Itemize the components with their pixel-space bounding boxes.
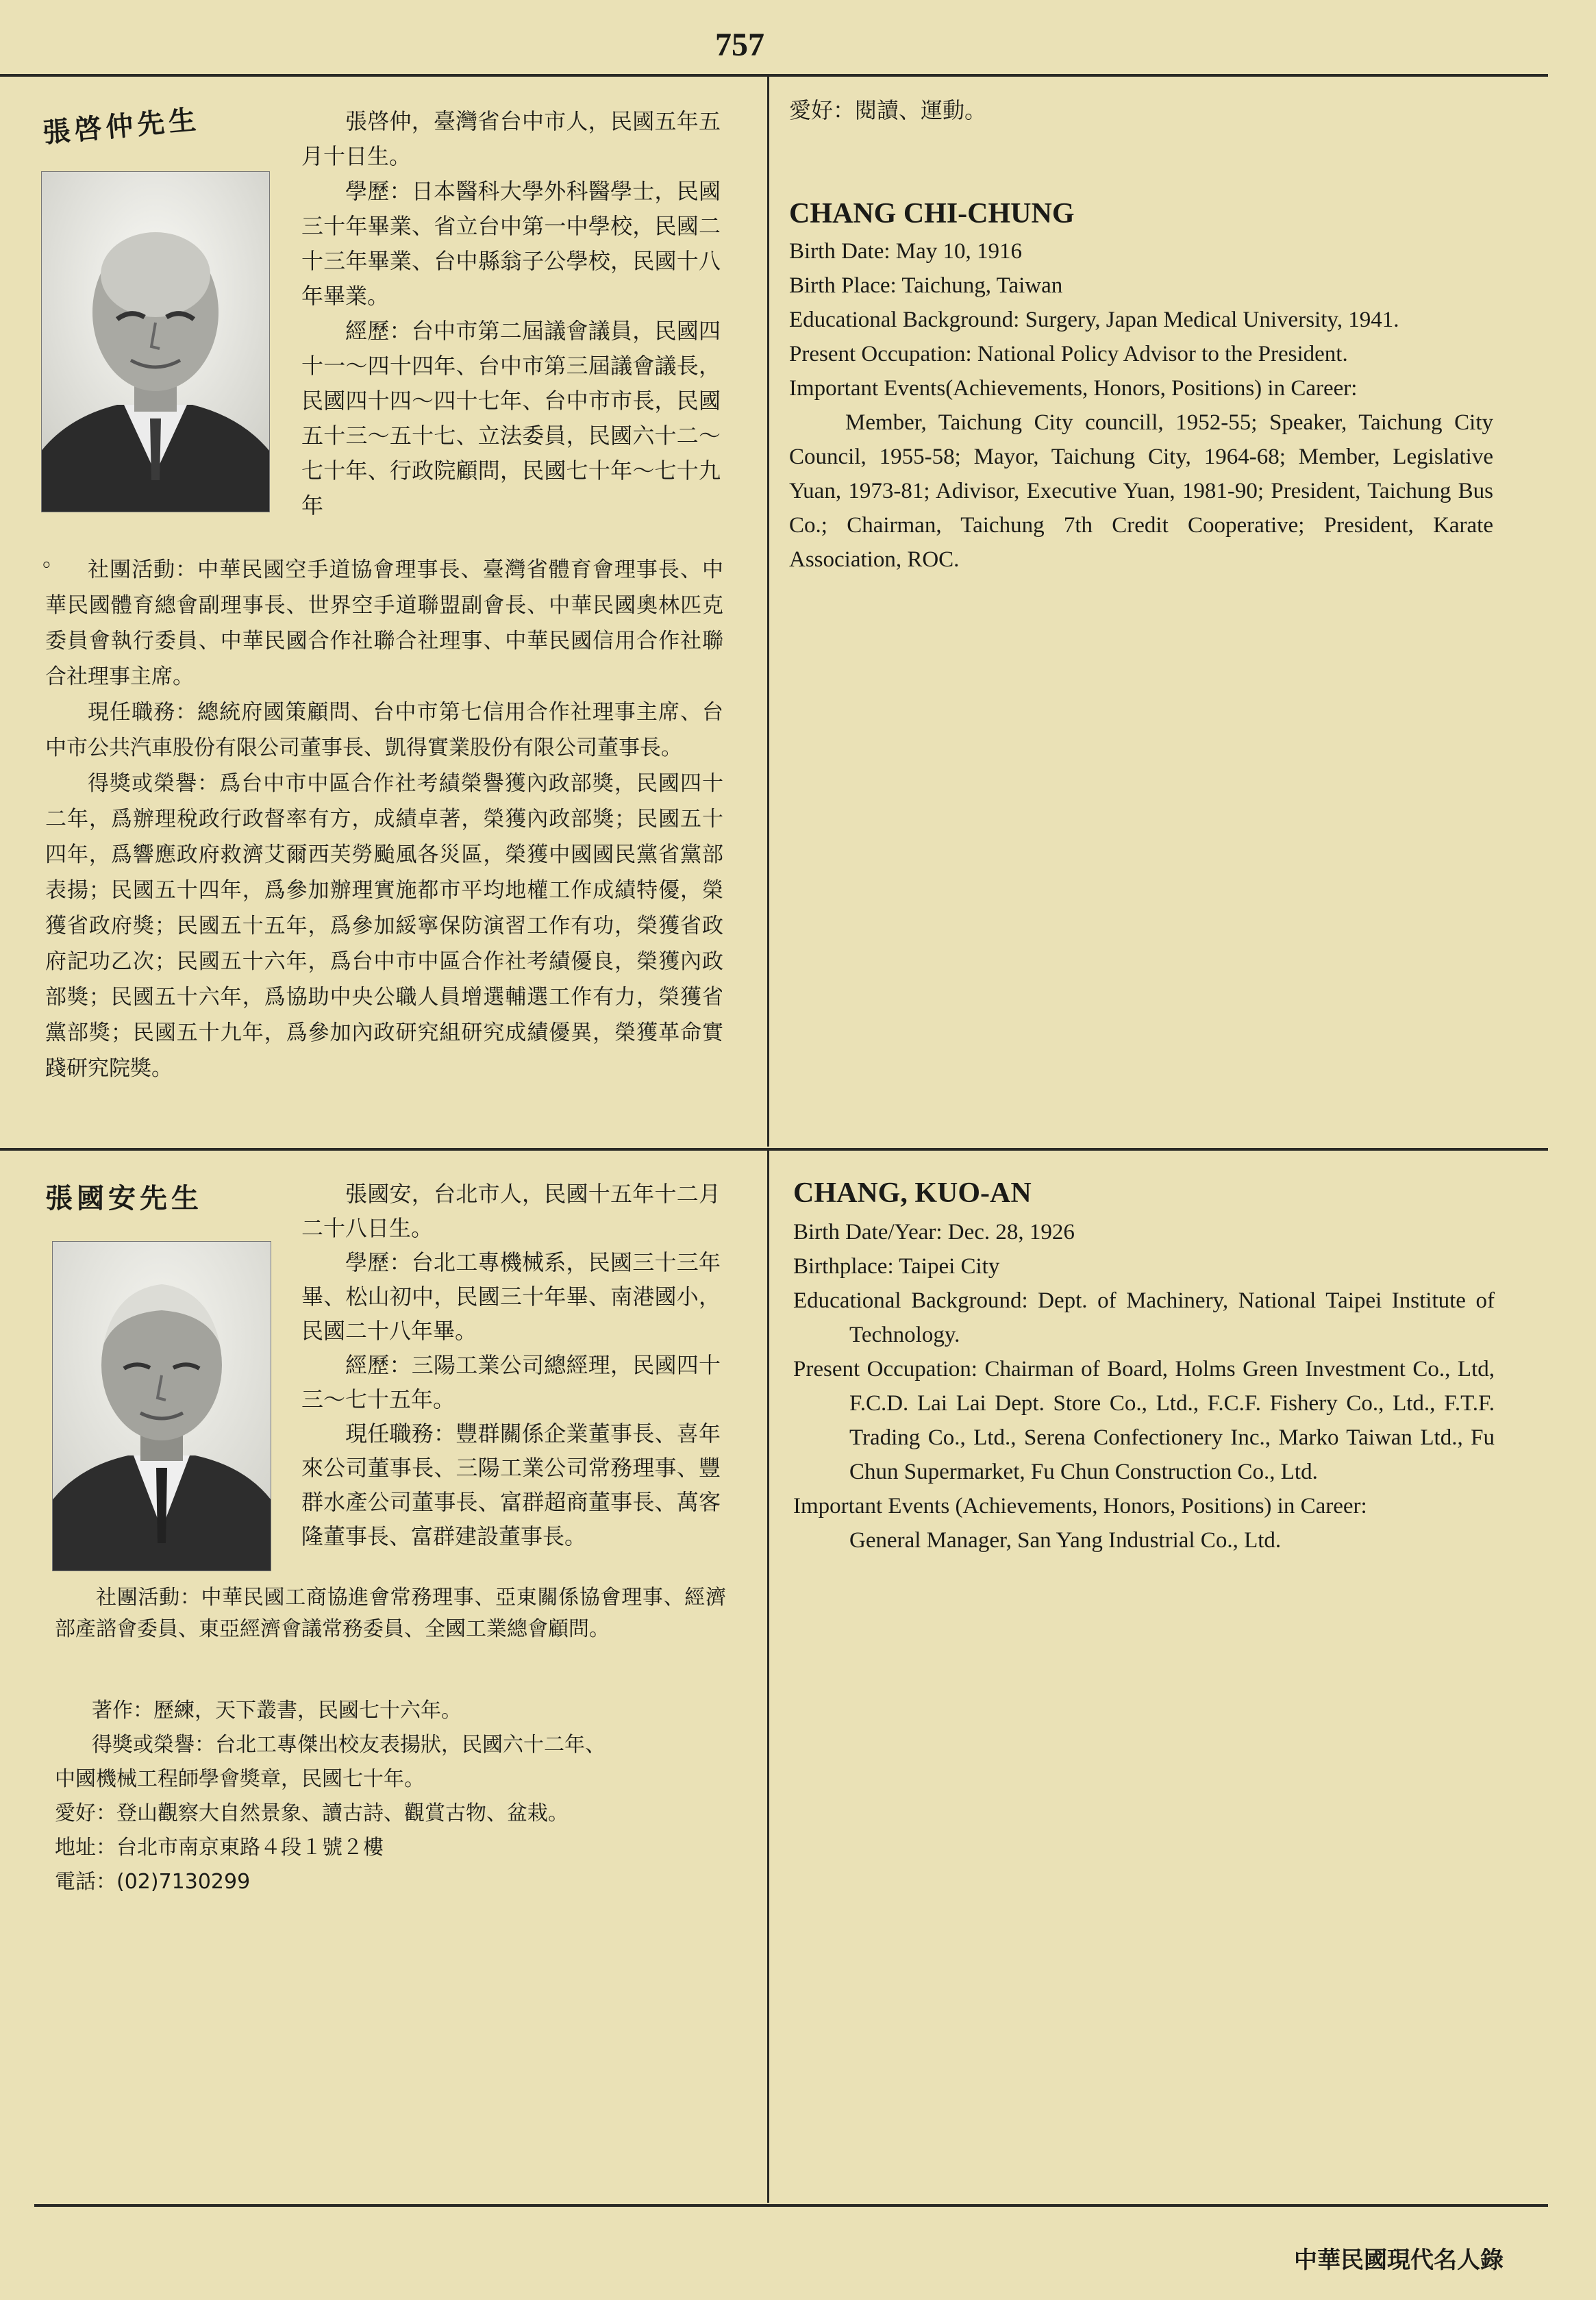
entry-1-birth-date: Birth Date: May 10, 1916 (789, 239, 1023, 264)
entry-2-experience: 經歷：三陽工業公司總經理，民國四十三～七十五年。 (301, 1352, 721, 1412)
entry-1-hobbies: 愛好：閱讀、運動。 (789, 97, 987, 123)
middle-rule (0, 1148, 1548, 1151)
entry-1-events-label: Important Events(Achievements, Honors, Positions) in Career: (789, 376, 1358, 401)
entry-2-hobbies: 愛好：登山觀察大自然景象、讀古詩、觀賞古物、盆栽。 (55, 1801, 569, 1825)
entry-2-birth-place: Birthplace: Taipei City (793, 1254, 1000, 1279)
entry-2-events-label: Important Events (Achievements, Honors, Positions) in Career: (793, 1494, 1367, 1518)
entry-1-experience-end: 。 (42, 545, 65, 571)
entry-1-name-zh: 張啓仲先生 (41, 103, 201, 149)
entry-2-en-details (793, 1215, 1495, 1558)
bottom-rule (34, 2204, 1548, 2207)
entry-1-experience: 經歷：台中市第二屆議會議員，民國四十一～四十四年、台中市第三屆議會議長，民國四十四～四十七年、台中市市長，民國五十三～五十七、立法委員，民國六十二～七十年、行政院顧問，民國七十年～七十九年 (301, 318, 721, 518)
entry-1-events: Member, Taichung City councill, 1952-55; Speaker, Taichung City Council, 1955-58; Mayor, Taichung City, 1964-68; Member, Legislative Yuan, 1973-81; Adivisor, Executive Yuan, 1981-90; President, Taichung Bus Co.; Chairman, Taichung 7th Credit Cooperative; President, Karate Association, ROC. (789, 410, 1493, 572)
entry-2-social: 社團活動：中華民國工商協進會常務理事、亞東關係協會理事、經濟部產諮會委員、東亞經濟會議常務委員、全國工業總會顧問。 (55, 1586, 726, 1641)
entry-1-current: 現任職務：總統府國策顧問、台中市第七信用合作社理事主席、台中市公共汽車股份有限公司董事長、凱得實業股份有限公司董事長。 (45, 700, 723, 760)
entry-2-education: 學歷：台北工專機械系，民國三十三年畢、松山初中，民國三十年畢、南港國小，民國二十八年畢。 (301, 1249, 721, 1344)
entry-2-works: 著作：歷練，天下叢書，民國七十六年。 (92, 1699, 462, 1723)
top-rule (0, 74, 1548, 77)
entry-1-intro: 張啓仲，臺灣省台中市人，民國五年五月十日生。 (301, 108, 721, 169)
entry-2-address: 地址：台北市南京東路４段１號２樓 (55, 1836, 384, 1860)
column-divider-top (767, 77, 769, 1147)
entry-1-zh-intro (301, 104, 721, 523)
entry-2-events: General Manager, San Yang Industrial Co., Ltd. (849, 1528, 1282, 1553)
entry-1-social: 社團活動：中華民國空手道協會理事長、臺灣省體育會理事長、中華民國體育總會副理事長、世界空手道聯盟副會長、中華民國奧林匹克委員會執行委員、中華民國合作社聯合社理事、中華民國信用合作社聯合社理事主席。 (45, 558, 723, 689)
entry-1-portrait (41, 171, 270, 512)
entry-2-education-en: Educational Background: Dept. of Machinery, National Taipei Institute of Technology. (793, 1288, 1495, 1347)
entry-1-education: 學歷：日本醫科大學外科醫學士，民國三十年畢業、省立台中第一中學校，民國二十三年畢業、台中縣翁子公學校，民國十八年畢業。 (301, 178, 721, 309)
entry-2-phone: 電話：(02)7130299 (55, 1870, 251, 1894)
entry-2-zh-intro (301, 1177, 721, 1553)
entry-2-name-zh: 張國安先生 (45, 1183, 203, 1214)
entry-2-intro: 張國安，台北市人，民國十五年十二月二十八日生。 (301, 1181, 721, 1241)
entry-2-awards-1: 得獎或榮譽：台北工專傑出校友表揚狀，民國六十二年、 (92, 1733, 606, 1757)
entry-2-portrait (52, 1241, 271, 1571)
entry-1-birth-place: Birth Place: Taichung, Taiwan (789, 273, 1063, 298)
page-number: 757 (715, 27, 764, 63)
entry-2-zh-misc (55, 1694, 726, 1899)
entry-2-name-en: CHANG, KUO-AN (793, 1177, 1032, 1209)
entry-2-birth-date: Birth Date/Year: Dec. 28, 1926 (793, 1220, 1075, 1245)
entry-1-zh-details (45, 552, 723, 1086)
column-divider-bottom (767, 1151, 769, 2203)
entry-1-en-details (789, 234, 1493, 577)
entry-1-occupation: Present Occupation: National Policy Advisor to the President. (789, 342, 1348, 366)
entry-1-awards: 得獎或榮譽：爲台中市中區合作社考績榮譽獲內政部獎，民國四十二年，爲辦理稅政行政督率有方，成績卓著，榮獲內政部獎；民國五十四年，爲響應政府救濟艾爾西芙勞颱風各災區，榮獲中國國民黨省黨部表揚；民國五十四年，爲參加辦理實施都市平均地權工作成績特優，榮獲省政府獎；民國五十五年，爲參加綏寧保防演習工作有功，榮獲省政府記功乙次；民國五十六年，爲台中市中區合作社考績優良，榮獲內政部獎；民國五十六年，爲協助中央公職人員增選輔選工作有力，榮獲省黨部獎；民國五十九年，爲參加內政研究組研究成績優異，榮獲革命實踐研究院獎。 (45, 771, 723, 1081)
entry-2-occupation: Present Occupation: Chairman of Board, Holms Green Investment Co., Ltd, F.C.D. Lai Lai Dept. Store Co., Ltd., F.C.F. Fishery Co., Ltd., F.T.F. Trading Co., Ltd., Serena Confectionery Inc., Marko Taiwan Ltd., Fu Chun Supermarket, Fu Chun Construction Co., Ltd. (793, 1357, 1495, 1484)
entry-2-current: 現任職務：豐群關係企業董事長、喜年來公司董事長、三陽工業公司常務理事、豐群水產公司董事長、富群超商董事長、萬客隆董事長、富群建設董事長。 (301, 1421, 721, 1549)
entry-2-zh-details (55, 1582, 726, 1645)
entry-2-awards-2: 中國機械工程師學會獎章，民國七十年。 (55, 1767, 425, 1791)
entry-1-education-en: Educational Background: Surgery, Japan Medical University, 1941. (789, 308, 1399, 332)
entry-1-name-en: CHANG CHI-CHUNG (789, 198, 1075, 229)
footer-title: 中華民國現代名人錄 (1294, 2247, 1504, 2274)
